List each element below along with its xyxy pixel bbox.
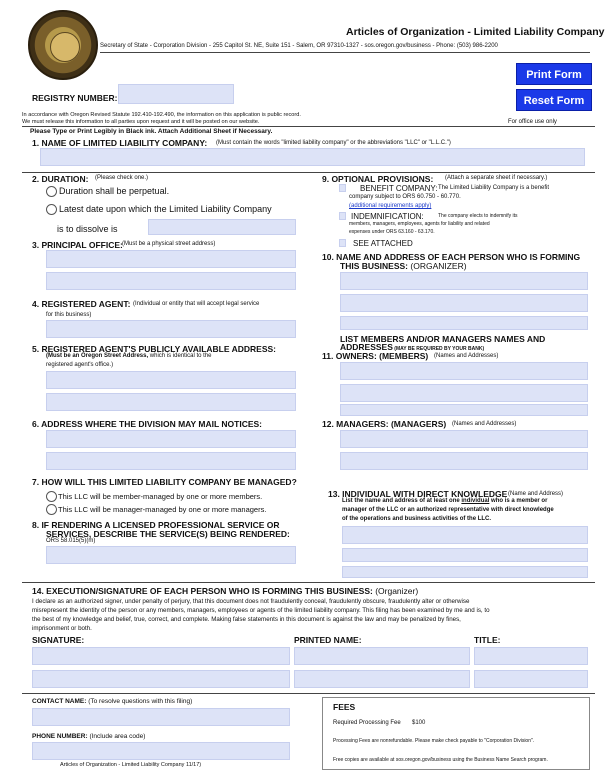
printed-name-column-label: PRINTED NAME: xyxy=(294,635,362,645)
section-6-label: 6. ADDRESS WHERE THE DIVISION MAY MAIL NOTICES: xyxy=(32,419,263,429)
agent-address-field-2[interactable] xyxy=(46,393,296,411)
section-4-note: (Individual or entity that will accept legal service xyxy=(133,301,260,307)
see-attached-label: SEE ATTACHED xyxy=(353,239,413,248)
form-title: Articles of Organization - Limited Liability Company xyxy=(346,26,605,38)
organizer-field-1[interactable] xyxy=(340,272,588,290)
direct-knowledge-field-2[interactable] xyxy=(342,548,588,562)
organizer-field-3[interactable] xyxy=(340,316,588,330)
see-attached-checkbox[interactable] xyxy=(339,239,346,247)
benefit-company-text-2: company subject to ORS 60.750 - 60.770. xyxy=(349,194,461,200)
oregon-state-seal xyxy=(28,10,98,80)
divider xyxy=(22,126,595,127)
declaration-line-3: the best of my knowledge and belief, true, correct, and complete. Making false statements in this document is against the law and may be penalized by fines, xyxy=(32,616,461,623)
indemnification-text-3: expenses under ORS 63.160 - 63.170. xyxy=(349,229,435,235)
mail-notices-field-1[interactable] xyxy=(46,430,296,448)
indemnification-label: INDEMNIFICATION: xyxy=(351,212,424,221)
llc-name-field[interactable] xyxy=(40,148,585,166)
fee-required-label: Required Processing Fee xyxy=(333,720,401,726)
seal-center-emblem xyxy=(50,32,80,62)
signature-field-1[interactable] xyxy=(32,647,290,665)
indemnification-text: The company elects to indemnify its xyxy=(438,213,518,219)
reset-form-button[interactable]: Reset Form xyxy=(516,89,592,111)
section-4-note-2: for this business) xyxy=(46,312,92,318)
owners-field-1[interactable] xyxy=(340,362,588,380)
section-13-note: (Name and Address) xyxy=(508,491,564,497)
section-4-label: 4. REGISTERED AGENT: xyxy=(32,299,131,309)
direct-knowledge-field-1[interactable] xyxy=(342,526,588,544)
section-11-label: 11. OWNERS: (MEMBERS) xyxy=(322,351,429,361)
member-managed-radio[interactable] xyxy=(46,491,57,502)
contact-name-field[interactable] xyxy=(32,708,290,726)
section-12-note: (Names and Addresses) xyxy=(452,421,517,427)
title-field-2[interactable] xyxy=(474,670,588,688)
duration-perpetual-label: Duration shall be perpetual. xyxy=(59,186,170,196)
phone-number-label xyxy=(32,733,145,740)
declaration-line-1: I declare as an authorized signer, under penalty of perjury, that this document does not fraudulently conceal, fraudulently obscure, fraudulently alter or otherwise xyxy=(32,598,470,605)
duration-perpetual-radio[interactable] xyxy=(46,186,57,197)
dissolve-date-field[interactable] xyxy=(148,219,296,235)
agent-address-field-1[interactable] xyxy=(46,371,296,389)
duration-date-radio[interactable] xyxy=(46,204,57,215)
registry-number-field[interactable] xyxy=(118,84,234,104)
declaration-line-2: misrepresent the identity of the person or any members, managers, employees or agents of the limited liability company. This filing has been examined by me and is, to xyxy=(32,607,490,614)
agency-address: Secretary of State - Corporation Division - 255 Capitol St. NE, Suite 151 - Salem, OR 97310-1327 - sos.oregon.gov/business - Phone: (503) 986-2200 xyxy=(100,43,498,49)
section-13-text-1b: who is a member or xyxy=(489,498,548,504)
office-use-label: For office use only xyxy=(508,119,557,125)
principal-office-field-1[interactable] xyxy=(46,250,296,268)
section-14-label-rest: (Organizer) xyxy=(372,586,419,596)
title-field-1[interactable] xyxy=(474,647,588,665)
section-2-note: (Please check one.) xyxy=(95,175,149,181)
list-members-heading: LIST MEMBERS AND/OR MANAGERS NAMES AND xyxy=(340,334,546,344)
contact-label-note: (To resolve questions with this filing) xyxy=(88,698,193,705)
phone-label-bold: PHONE NUMBER: xyxy=(32,733,88,740)
fee-required-amount: $100 xyxy=(412,720,426,726)
section-12-label: 12. MANAGERS: (MANAGERS) xyxy=(322,419,447,429)
phone-label-note: (Include area code) xyxy=(89,733,146,740)
fee-nonrefundable-text: Processing Fees are nonrefundable. Please make check payable to "Corporation Division". xyxy=(333,738,535,744)
direct-knowledge-field-3[interactable] xyxy=(342,566,588,578)
divider xyxy=(22,172,595,173)
section-7-label: 7. HOW WILL THIS LIMITED LIABILITY COMPANY BE MANAGED? xyxy=(32,477,297,487)
form-footer: Articles of Organization - Limited Liability Company 11/17) xyxy=(60,762,202,768)
section-1-note: (Must contain the words "limited liability company" or the abbreviations "LLC" or "L.L.C.") xyxy=(216,140,451,146)
printed-name-field-1[interactable] xyxy=(294,647,470,665)
principal-office-field-2[interactable] xyxy=(46,272,296,290)
managers-field-2[interactable] xyxy=(340,452,588,470)
free-copies-text: Free copies are available at sos.oregon.gov/business using the Business Name Search program. xyxy=(333,757,548,763)
public-record-notice-2: We must release this information to all parties upon request and it will be posted on our website. xyxy=(22,119,260,125)
duration-date-label: Latest date upon which the Limited Liability Company xyxy=(59,204,272,214)
divider xyxy=(22,582,595,583)
section-5-note-rest: which is identical to the xyxy=(148,353,212,359)
section-2-label: 2. DURATION: xyxy=(32,174,89,184)
section-3-label: 3. PRINCIPAL OFFICE: xyxy=(32,240,123,250)
section-8-label: 8. IF RENDERING A LICENSED PROFESSIONAL SERVICE OR xyxy=(32,520,280,530)
section-9-label: 9. OPTIONAL PROVISIONS: xyxy=(322,174,434,184)
list-heading-bank-note: (MAY BE REQUIRED BY YOUR BANK) xyxy=(392,346,485,352)
owners-field-3[interactable] xyxy=(340,404,588,416)
manager-managed-label: This LLC will be manager-managed by one or more managers. xyxy=(58,505,267,514)
public-record-notice-1: In accordance with Oregon Revised Statute 192.410-192.490, the information on this application is public record. xyxy=(22,112,301,118)
list-heading-addresses: ADDRESSES xyxy=(340,342,393,352)
registered-agent-field[interactable] xyxy=(46,320,296,338)
section-13-text-1a: List the name and address of at least one xyxy=(342,498,460,504)
divider xyxy=(22,693,595,694)
indemnification-checkbox[interactable] xyxy=(339,212,346,220)
section-13-text-1u: individual xyxy=(461,498,490,504)
title-column-label: TITLE: xyxy=(474,635,501,645)
managers-field-1[interactable] xyxy=(340,430,588,448)
section-14-label-bold: 14. EXECUTION/SIGNATURE OF EACH PERSON WHO IS FORMING THIS BUSINESS: xyxy=(32,586,373,596)
section-13-text-2: manager of the LLC or an authorized representative with direct knowledge xyxy=(342,507,554,513)
registry-number-label: REGISTRY NUMBER: xyxy=(32,93,118,103)
professional-service-field[interactable] xyxy=(46,546,296,564)
declaration-line-4: imprisonment or both. xyxy=(32,625,92,632)
member-managed-label: This LLC will be member-managed by one or more members. xyxy=(58,492,263,501)
instructions: Please Type or Print Legibly in Black ink. Attach Additional Sheet if Necessary. xyxy=(30,128,273,135)
section-13-text-1 xyxy=(342,498,547,504)
section-8-label-2: SERVICES, DESCRIBE THE SERVICE(S) BEING RENDERED: xyxy=(46,529,290,539)
header-rule xyxy=(100,52,590,53)
section-8-note: ORS 58.015(5)(m) xyxy=(46,538,96,544)
benefit-company-text: The Limited Liability Company is a benefit xyxy=(438,185,550,191)
section-3-note: (Must be a physical street address) xyxy=(122,241,216,247)
manager-managed-radio[interactable] xyxy=(46,504,57,515)
section-10-label: 10. NAME AND ADDRESS OF EACH PERSON WHO IS FORMING xyxy=(322,252,581,262)
section-5-note-bold: (Must be an Oregon Street Address, xyxy=(46,353,149,359)
section-14-label xyxy=(32,586,418,596)
phone-number-field[interactable] xyxy=(32,742,290,760)
section-10-label-2-rest: (ORGANIZER) xyxy=(408,261,467,271)
benefit-company-label: BENEFIT COMPANY: xyxy=(360,184,438,193)
section-9-note: (Attach a separate sheet if necessary.) xyxy=(445,175,548,181)
section-10-label-2 xyxy=(340,261,467,271)
contact-label-bold: CONTACT NAME: xyxy=(32,698,87,705)
section-5-label: 5. REGISTERED AGENT'S PUBLICLY AVAILABLE ADDRESS: xyxy=(32,344,276,354)
section-10-label-2-bold: THIS BUSINESS: xyxy=(340,261,409,271)
section-13-text-3: of the operations and business activities of the LLC. xyxy=(342,516,492,522)
section-5-note-2: registered agent's office.) xyxy=(46,362,114,368)
owners-field-2[interactable] xyxy=(340,384,588,402)
section-13-label: 13. INDIVIDUAL WITH DIRECT KNOWLEDGE xyxy=(328,489,508,499)
benefit-company-checkbox[interactable] xyxy=(339,184,346,192)
signature-field-2[interactable] xyxy=(32,670,290,688)
mail-notices-field-2[interactable] xyxy=(46,452,296,470)
organizer-field-2[interactable] xyxy=(340,294,588,312)
contact-name-label xyxy=(32,698,192,705)
section-11-note: (Names and Addresses) xyxy=(434,353,499,359)
printed-name-field-2[interactable] xyxy=(294,670,470,688)
print-form-button[interactable]: Print Form xyxy=(516,63,592,85)
fees-title: FEES xyxy=(333,702,356,712)
signature-column-label: SIGNATURE: xyxy=(32,635,85,645)
section-5-note xyxy=(46,353,212,359)
additional-requirements-link[interactable]: (additional requirements apply) xyxy=(349,203,432,209)
indemnification-text-2: members, managers, employees, agents for liability and related xyxy=(349,221,490,227)
section-1-label: 1. NAME OF LIMITED LIABILITY COMPANY: xyxy=(32,138,208,148)
dissolve-date-label: is to dissolve is xyxy=(57,224,118,234)
